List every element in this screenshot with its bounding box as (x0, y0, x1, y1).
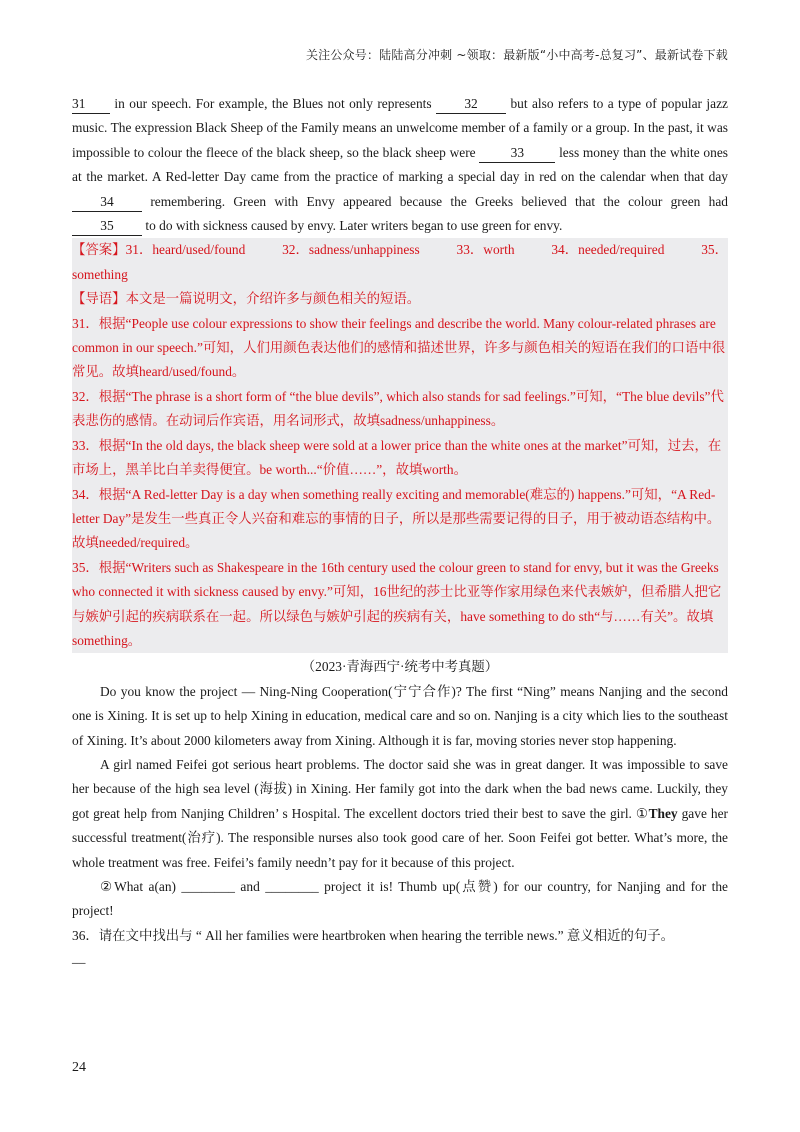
blank-32: 32 (436, 95, 506, 114)
document-body (72, 92, 728, 968)
guide-line (72, 287, 728, 311)
answer-34: 34．needed/required (551, 242, 665, 258)
guide-label: 【导语】 (72, 291, 126, 307)
passage-1 (72, 92, 728, 238)
blank-31: 31 (72, 95, 110, 114)
blank-33: 33 (479, 144, 555, 163)
passage-2-paragraph-2 (72, 753, 728, 875)
answer-33: 33．worth (456, 242, 515, 258)
explanation-33: 33．根据“In the old days, the black sheep were sold at a lower price than the white ones at the market”可知，过去，在市场上，黑羊比白羊卖得便宜。be worth...“价值……”，故填worth。 (72, 437, 722, 478)
explanation-34: 34．根据“A Red-letter Day is a day when something really exciting and memorable(难忘的) happens.”可知，“A Red-letter Day”是发生一些真正令人兴奋和难忘的事情的日子，所以是那些需要记得的日子，用于被动语态结构中。故填needed/required。 (72, 486, 721, 551)
passage-2-paragraph-1: Do you know the project — Ning-Ning Cooperation(宁宁合作)? The first “Ning” means Nanjing and the second one is Xining. It is set up to help Xining in education, medical care and so on. Nanjing is a city which lies to the southeast of Xining. It’s about 2000 kilometers away from Xining. Although it is far, moving stories never stop happening. (72, 683, 728, 748)
passage-1-text-3: less money than the white ones at the market. A Red-letter Day came from the practice of marking a special day in red on the calendar when that day (72, 144, 728, 185)
passage-2-paragraph-3: ②What a(an) ________ and ________ project it is! Thumb up(点赞) for our country, for Nanjing and for the project! (72, 879, 728, 919)
paragraph-2-text-b: gave her successful treatment(治疗). The responsible nurses also took good care of her. Soon Feifei got better. What’s more, the whole treatment was free. Feifei’s family needn’t pay for it because of this project. (72, 805, 728, 870)
passage-1-text-5: to do with sickness caused by envy. Later writers began to use green for envy. (145, 218, 563, 234)
answer-35-word: something (72, 266, 128, 282)
answer-32: 32．sadness/unhappiness (282, 242, 420, 258)
passage-1-text-1: in our speech. For example, the Blues not only represents (114, 96, 432, 111)
answer-35-number: 35． (701, 242, 728, 258)
underlined-they: They (648, 805, 678, 821)
page-header: 关注公众号：陆陆高分冲刺 ~领取：最新版“小中高考-总复习”、最新试卷下载 (305, 48, 728, 62)
explanation-31: 31．根据“People use colour expressions to show their feelings and describe the world. Many colour-related phrases are common in our speech.”可知，人们用颜色表达他们的感情和描述世界，许多与颜色相关的短语在我们的口语中很常见。故填heard/used/found。 (72, 315, 726, 380)
answer-key-row (72, 238, 728, 262)
question-36: 36．请在文中找出与 “ All her families were heartbroken when hearing the terrible news.” 意义相近的句子。 (72, 927, 675, 943)
paragraph-2-text-a: A girl named Feifei got serious heart problems. The doctor said she was in great danger. It was impossible to save her because of the high sea level (海拔) in Xining. Her family got into the dark when the bad news came. Luckily, they got great help from Nanjing Children’ s Hospital. The excellent doctors tried their best to save the girl. ① (72, 756, 728, 821)
blank-34: 34 (72, 193, 142, 212)
page-number: 24 (72, 1060, 86, 1075)
passage-1-text-2: but also refers to a type of popular jazz music. The expression Black Sheep of the Family means an unwelcome member of a family or a group. In the past, it was impossible to colour the fleece of the black sheep, so the black sheep were (72, 96, 728, 160)
passage-1-text-4: remembering. Green with Envy appeared because the Greeks believed that the colour green had (150, 193, 728, 209)
answer-label: 【答案】 (72, 242, 126, 258)
explanation-35: 35．根据“Writers such as Shakespeare in the 16th century used the colour green to stand for envy, but it was the Greeks who connected it with sickness caused by envy.”可知，16世纪的莎士比亚等作家用绿色来代表嫉妒，但希腊人把它与嫉妒引起的疾病联系在一起。所以绿色与嫉妒引起的疾病有关，have something to do sth“与……有关”。故填something。 (72, 559, 722, 648)
guide-text: 本文是一篇说明文，介绍许多与颜色相关的短语。 (125, 291, 421, 307)
answer-explanation-box (72, 238, 728, 653)
explanation-32: 32．根据“The phrase is a short form of “the blue devils”, which also stands for sad feelings.”可知，“The blue devils”代表悲伤的感情。在动词后作宾语，用名词形式，故填sadness/unhappiness。 (72, 388, 724, 429)
answer-line: __ (72, 950, 86, 966)
source-citation: （2023·青海西宁·统考中考真题） (301, 659, 499, 675)
blank-35: 35 (72, 217, 142, 236)
answer-31: 31．heard/used/found (125, 242, 246, 258)
